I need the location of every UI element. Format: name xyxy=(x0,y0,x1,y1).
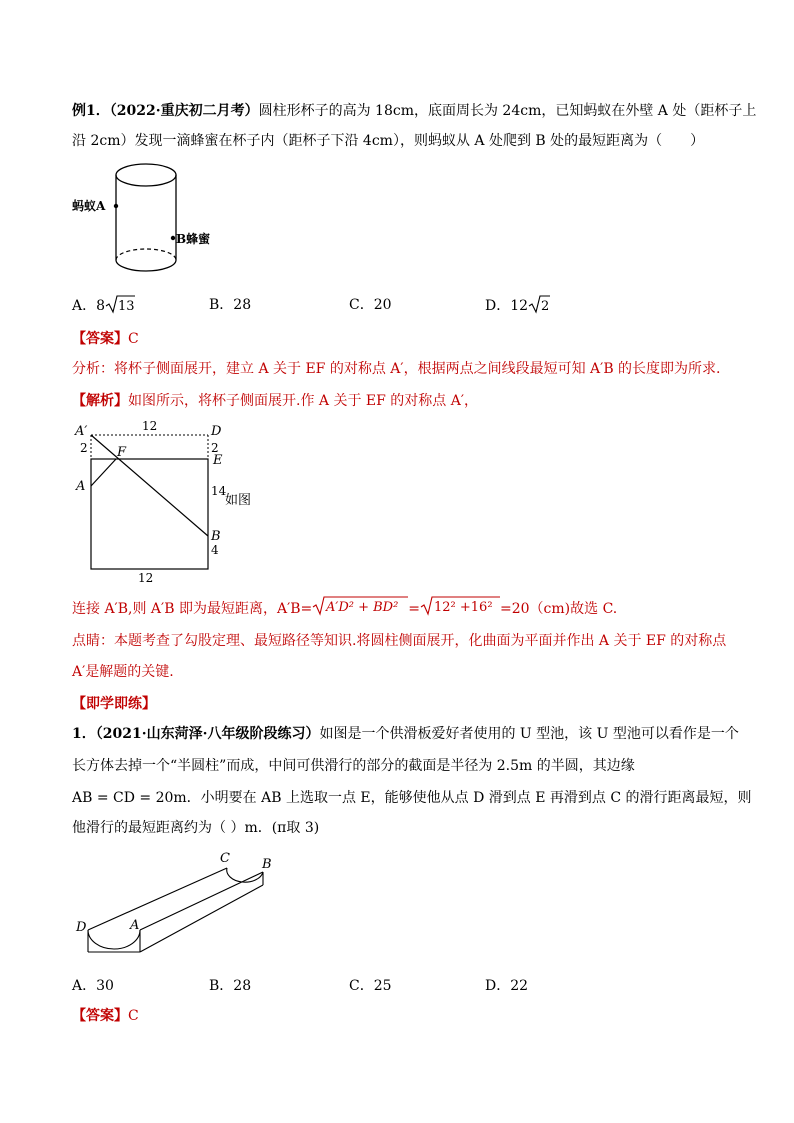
cylinder-figure xyxy=(70,160,230,285)
label-a: A xyxy=(76,479,86,494)
unfold-diagram xyxy=(70,418,270,582)
practice-choice-c: C．25 xyxy=(349,978,392,994)
sqrt-symbol-icon xyxy=(528,294,550,318)
example-text-2: 沿 2cm）发现一滴蜂蜜在杯子内（距杯子下沿 4cm），则蚂蚁从 A 处爬到 B 处的最短距离为（ ） xyxy=(72,133,705,149)
svg-text:13: 13 xyxy=(118,299,135,314)
example-choices xyxy=(72,294,732,316)
label-a-prime: A′ xyxy=(75,424,88,439)
practice-question-line-3: AB = CD = 20m．小明要在 AB 上选取一点 E，能够使他从点 D 滑到点 E 再滑到点 C 的滑行距离最短，则 xyxy=(72,790,752,806)
label-bottom-12: 12 xyxy=(138,571,154,582)
example-source: （2022·重庆初二月考） xyxy=(109,103,259,119)
practice-answer: 【答案】C xyxy=(72,1008,139,1024)
ant-label: 蚂蚁A xyxy=(72,199,106,213)
example-analysis: 分析：将杯子侧面展开，建立 A 关于 EF 的对称点 A′，根据两点之间线段最短可知 A′B 的长度即为所求. xyxy=(72,361,721,377)
choice-a: A．8 13 xyxy=(72,294,135,318)
choice-d: D．12 2 xyxy=(485,294,550,318)
pool-label-d: D xyxy=(76,920,87,935)
svg-text:12² +16²: 12² +16² xyxy=(434,600,493,615)
practice-choice-b: B．28 xyxy=(209,978,252,994)
practice-choices xyxy=(72,975,732,997)
svg-text:A′D² + BD²: A′D² + BD² xyxy=(326,600,399,615)
practice-choice-a: A．30 xyxy=(72,978,114,994)
example-comment-2: A′是解题的关键. xyxy=(72,664,174,680)
practice-question-line-4: 他滑行的最短距离约为（ ）m．(π取 3) xyxy=(72,820,320,836)
label-top-12: 12 xyxy=(142,419,158,433)
example-label: 例1． xyxy=(72,103,110,119)
example-question-line-2 xyxy=(72,131,732,151)
honey-label: B蜂蜜 xyxy=(176,232,211,246)
label-e: E xyxy=(213,453,223,468)
example-answer: 【答案】C xyxy=(72,331,139,347)
practice-question-line-2: 长方体去掉一个“半圆柱”而成，中间可供滑行的部分的截面是半径为 2.5m 的半圆，其边缘 xyxy=(72,758,635,774)
label-b: B xyxy=(211,529,221,544)
choice-c: C．20 xyxy=(349,297,392,313)
label-left-2: 2 xyxy=(80,441,88,455)
example-formula-line: 连接 A′B,则 A′B 即为最短距离，A′B= A′D² + BD² = 12² +16² =20（cm)故选 C. xyxy=(72,594,732,618)
label-right-4: 4 xyxy=(211,543,219,557)
sqrt-symbol-icon xyxy=(105,294,135,318)
label-f: F xyxy=(117,445,127,460)
pool-label-a: A xyxy=(130,918,140,933)
practice-heading: 【即学即练】 xyxy=(72,696,156,712)
svg-text:2: 2 xyxy=(541,299,550,314)
label-right-2: 2 xyxy=(211,441,219,455)
practice-choice-d: D．22 xyxy=(485,978,529,994)
sqrt-symbol-icon xyxy=(312,594,408,624)
example-question-line-1 xyxy=(72,101,757,121)
pool-label-b: B xyxy=(262,857,272,872)
u-pool-figure xyxy=(70,848,290,958)
label-d: D xyxy=(211,424,222,439)
example-solution: 【解析】如图所示，将杯子侧面展开.作 A 关于 EF 的对称点 A′， xyxy=(72,393,479,409)
label-side-note: 如图 xyxy=(225,493,252,508)
practice-question-line-1: 1．（2021·山东菏泽·八年级阶段练习）如图是一个供滑板爱好者使用的 U 型池，该 U 型池可以看作是一个 xyxy=(72,726,739,742)
sqrt-symbol-icon xyxy=(420,594,500,624)
label-right-14: 14 xyxy=(211,484,227,498)
example-comment-1: 点睛：本题考查了勾股定理、最短路径等知识.将圆柱侧面展开，化曲面为平面并作出 A 关于 EF 的对称点 xyxy=(72,633,727,649)
choice-b: B．28 xyxy=(209,297,252,313)
example-text-1: 圆柱形杯子的高为 18cm，底面周长为 24cm，已知蚂蚁在外壁 A 处（距杯子上 xyxy=(258,103,757,119)
pool-label-c: C xyxy=(220,851,230,866)
